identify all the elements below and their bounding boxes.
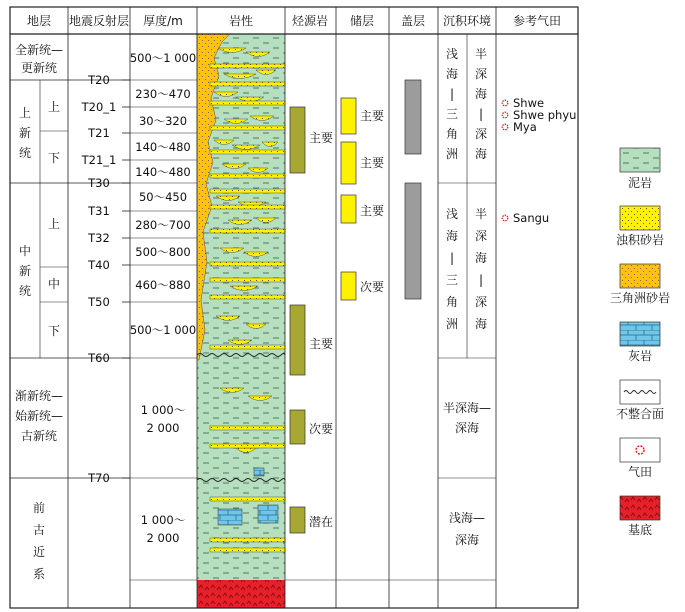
svg-text:深海: 深海 [454, 421, 480, 435]
svg-text:230～470: 230～470 [135, 87, 191, 101]
sand-bed [210, 82, 285, 86]
svg-text:T30: T30 [88, 176, 110, 190]
svg-text:140～480: 140～480 [135, 165, 191, 179]
svg-text:50～450: 50～450 [138, 190, 188, 204]
svg-text:|: | [478, 273, 484, 287]
svg-text:上: 上 [18, 106, 32, 120]
svg-text:海: 海 [445, 229, 459, 243]
svg-text:1 000～: 1 000～ [140, 513, 186, 527]
svg-text:近: 近 [32, 545, 46, 559]
gas-field-mya: Mya [513, 120, 537, 134]
svg-text:500～1 000: 500～1 000 [129, 323, 197, 337]
svg-text:半深海—: 半深海— [442, 401, 492, 415]
sand-bed [210, 295, 285, 299]
svg-text:2 000: 2 000 [146, 421, 180, 435]
sand-bed [210, 101, 285, 105]
header-cap-rock: 盖层 [400, 14, 426, 28]
thickness-labels [130, 51, 196, 545]
svg-text:中: 中 [18, 244, 32, 258]
svg-text:统: 统 [18, 284, 32, 298]
sand-bed [210, 444, 285, 448]
svg-text:系: 系 [32, 567, 46, 581]
svg-text:中: 中 [47, 277, 61, 291]
sand-bed [210, 205, 285, 209]
svg-text:T50: T50 [88, 295, 110, 309]
header-reflector: 地震反射层 [68, 14, 130, 28]
svg-text:主要: 主要 [360, 109, 385, 123]
legend-mudstone: 泥岩 [627, 176, 653, 190]
cap-rock-bars [405, 80, 421, 299]
legend-basement: 基底 [627, 523, 653, 537]
gas-field-shwe-phyu: Shwe phyu [513, 108, 577, 122]
stratum-labels [15, 42, 63, 581]
svg-text:新: 新 [18, 126, 32, 140]
sand-bed [210, 538, 285, 542]
gas-field-icon [502, 100, 508, 221]
header-gas-field: 参考气田 [512, 14, 562, 28]
svg-text:始新统—: 始新统— [14, 409, 64, 423]
svg-text:海: 海 [445, 67, 459, 81]
svg-text:主要: 主要 [360, 156, 385, 170]
svg-text:海: 海 [474, 251, 488, 265]
svg-text:新: 新 [18, 264, 32, 278]
header-lithology: 岩性 [228, 14, 254, 28]
svg-text:1 000～: 1 000～ [140, 403, 186, 417]
sand-bed [210, 174, 285, 178]
header-reservoir: 储层 [349, 14, 375, 28]
lithology-column [197, 34, 285, 608]
svg-text:140～480: 140～480 [135, 140, 191, 154]
svg-text:T21: T21 [88, 126, 110, 140]
svg-text:T20: T20 [88, 73, 110, 87]
svg-text:全新统—: 全新统— [14, 43, 64, 57]
svg-text:浅: 浅 [445, 207, 459, 221]
svg-text:古: 古 [32, 523, 46, 537]
legend-turbidite: 浊积砂岩 [615, 233, 665, 247]
svg-text:潜在: 潜在 [309, 515, 334, 529]
svg-text:半: 半 [474, 207, 488, 221]
svg-text:下: 下 [47, 151, 61, 165]
source-rock-labels [309, 131, 333, 529]
sand-bed [210, 278, 285, 282]
svg-text:三: 三 [445, 273, 459, 287]
legend-limestone: 灰岩 [627, 349, 653, 363]
sand-bed [210, 345, 285, 349]
svg-text:T60: T60 [88, 351, 110, 365]
reflector-labels [81, 73, 117, 485]
svg-text:460～880: 460～880 [135, 278, 191, 292]
svg-text:上: 上 [47, 217, 61, 231]
svg-text:主要: 主要 [309, 337, 334, 351]
svg-text:角: 角 [445, 295, 459, 309]
svg-text:洲: 洲 [445, 317, 459, 331]
svg-text:30～320: 30～320 [138, 114, 188, 128]
svg-text:统: 统 [18, 146, 32, 160]
svg-text:主要: 主要 [309, 131, 334, 145]
header-stratum: 地层 [26, 14, 52, 28]
svg-text:古新统: 古新统 [20, 429, 58, 443]
svg-text:次要: 次要 [309, 422, 334, 436]
sand-bed [210, 126, 285, 130]
svg-text:T21_1: T21_1 [81, 153, 117, 167]
svg-text:下: 下 [47, 324, 61, 338]
svg-text:280～700: 280～700 [135, 218, 191, 232]
legend-gas-field: 气田 [627, 465, 653, 479]
svg-text:深海: 深海 [454, 533, 480, 547]
sand-bed [210, 548, 285, 552]
header-row [27, 13, 561, 28]
source-rock-bars [290, 107, 305, 533]
svg-text:海: 海 [474, 87, 488, 101]
svg-text:|: | [449, 251, 455, 265]
svg-text:深: 深 [474, 295, 488, 309]
sand-bed [210, 262, 285, 266]
svg-text:渐新统—: 渐新统— [14, 389, 64, 403]
gas-field-shwe: Shwe [513, 96, 545, 110]
svg-text:主要: 主要 [360, 204, 385, 218]
svg-text:角: 角 [445, 127, 459, 141]
svg-text:T40: T40 [88, 258, 110, 272]
legend [610, 148, 670, 537]
svg-text:|: | [449, 87, 455, 101]
reservoir-labels [360, 109, 384, 294]
svg-text:|: | [478, 107, 484, 121]
svg-text:500～1 000: 500～1 000 [129, 51, 197, 65]
svg-text:深: 深 [474, 229, 488, 243]
header-source-rock: 烃源岩 [291, 14, 329, 28]
sand-bed [210, 64, 285, 68]
svg-text:更新统: 更新统 [20, 61, 58, 75]
svg-text:深: 深 [474, 67, 488, 81]
sand-bed [210, 229, 285, 233]
svg-text:上: 上 [47, 100, 61, 114]
svg-text:三: 三 [445, 107, 459, 121]
gas-field-sangu: Sangu [513, 211, 550, 225]
svg-text:T70: T70 [88, 471, 110, 485]
header-thickness: 厚度/m [143, 14, 183, 28]
svg-text:T32: T32 [88, 231, 110, 245]
svg-text:次要: 次要 [360, 280, 385, 294]
svg-text:海: 海 [474, 147, 488, 161]
svg-text:2 000: 2 000 [146, 531, 180, 545]
gas-field-labels [502, 96, 576, 225]
sand-bed [210, 426, 285, 430]
svg-text:洲: 洲 [445, 147, 459, 161]
svg-text:前: 前 [32, 501, 46, 515]
legend-delta-sand: 三角洲砂岩 [609, 291, 671, 305]
header-environment: 沉积环境 [442, 14, 492, 28]
reservoir-bars [341, 98, 356, 300]
svg-text:T31: T31 [88, 204, 110, 218]
svg-text:半: 半 [474, 47, 488, 61]
sand-bed [210, 150, 285, 154]
sand-bed [210, 497, 285, 501]
svg-text:深: 深 [474, 127, 488, 141]
svg-text:500～800: 500～800 [135, 245, 191, 259]
svg-text:海: 海 [474, 317, 488, 331]
svg-text:浅: 浅 [445, 47, 459, 61]
sand-bed [210, 189, 285, 193]
svg-text:浅海—: 浅海— [448, 511, 486, 525]
legend-unconformity: 不整合面 [615, 407, 665, 421]
svg-text:T20_1: T20_1 [81, 100, 117, 114]
